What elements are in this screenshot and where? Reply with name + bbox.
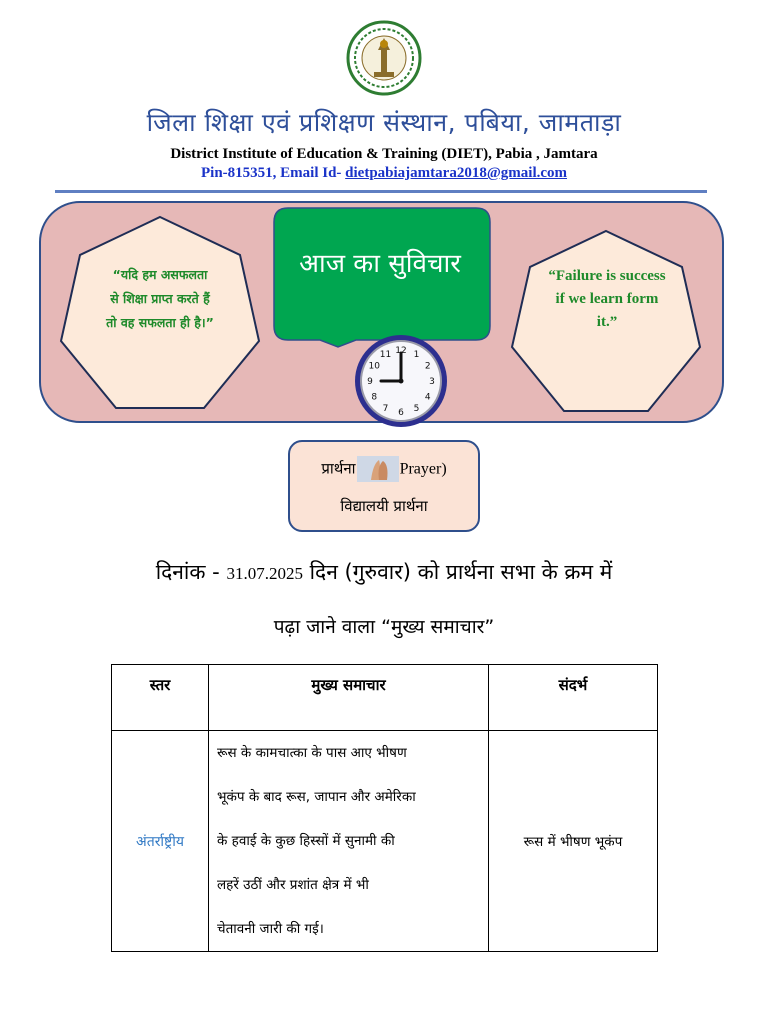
news-line: चेतावनी जारी की गई। [217,921,324,937]
news-line: रूस के कामचात्का के पास आए भीषण [217,745,407,761]
english-quote-line: it.” [596,314,618,330]
table-header-row [112,665,658,731]
english-quote-line: “Failure is success [548,268,666,284]
header-main-news: मुख्य समाचार [209,665,489,731]
english-quote [522,265,692,334]
hindi-quote [84,263,236,335]
hindi-quote-line: “यदि हम असफलता [112,267,208,282]
header-level: स्तर [112,665,209,731]
prayer-box [288,440,480,532]
clock-numeral: 1 [413,350,420,361]
header-reference: संदर्भ [489,665,658,731]
contact-line [0,165,768,182]
hindi-quote-line: तो वह सफलता ही है।” [106,315,214,330]
clock-numeral: 4 [424,392,431,403]
thought-of-day-title: आज का सुविचार [299,249,461,279]
clock-numeral: 7 [382,403,389,414]
clock-numeral: 3 [429,377,435,387]
header-divider [55,190,707,193]
email-link[interactable]: dietpabiajamtara2018@gmail.com [345,165,568,181]
clock-numeral: 5 [413,403,420,414]
clock-numeral: 12 [395,346,407,356]
date-prefix: दिनांक - [155,560,227,584]
clock-icon [355,335,447,427]
institute-title-hindi: जिला शिक्षा एवं प्रशिक्षण संस्थान, पबिया, जामताड़ा [146,108,622,137]
school-prayer-label: विद्यालयी प्रार्थना [340,497,428,515]
institute-title-english: District Institute of Education & Training (DIET), Pabia , Jamtara [170,146,598,162]
clock-numeral: 11 [379,350,392,361]
prayer-english-label: Prayer) [399,460,447,478]
news-level: अंतर्राष्ट्रीय [112,731,209,952]
clock-numeral: 10 [368,361,380,372]
hindi-quote-line: से शिक्षा प्राप्त करते हैं [110,291,210,306]
news-table [111,664,658,952]
news-line: लहरें उठीं और प्रशांत क्षेत्र में भी [217,877,369,893]
table-row [112,731,658,952]
date-line [0,558,768,586]
news-text [209,731,489,952]
english-quote-line: if we learn form [555,291,659,307]
news-line: भूकंप के बाद रूस, जापान और अमेरिका [217,789,416,805]
clock-numeral: 2 [424,361,431,372]
prayer-hindi-label: प्रार्थना [321,459,356,478]
news-reference: रूस में भीषण भूकंप [489,731,658,952]
date-suffix: दिन (गुरुवार) को प्रार्थना सभा के क्रम में [302,560,613,584]
clock-numeral: 6 [398,408,404,418]
jharkhand-emblem-icon [346,20,422,96]
news-line: के हवाई के कुछ हिस्सों में सुनामी की [217,833,395,849]
prayer-heading [290,456,478,482]
main-news-subtitle: पढ़ा जाने वाला “मुख्य समाचार” [273,616,495,638]
pin-email-label: Pin-815351, Email Id- [200,165,346,181]
clock-numeral: 8 [371,392,378,403]
praying-hands-icon [357,456,399,482]
clock-numeral: 9 [367,377,373,387]
date-value: 31.07.2025 [226,564,303,583]
